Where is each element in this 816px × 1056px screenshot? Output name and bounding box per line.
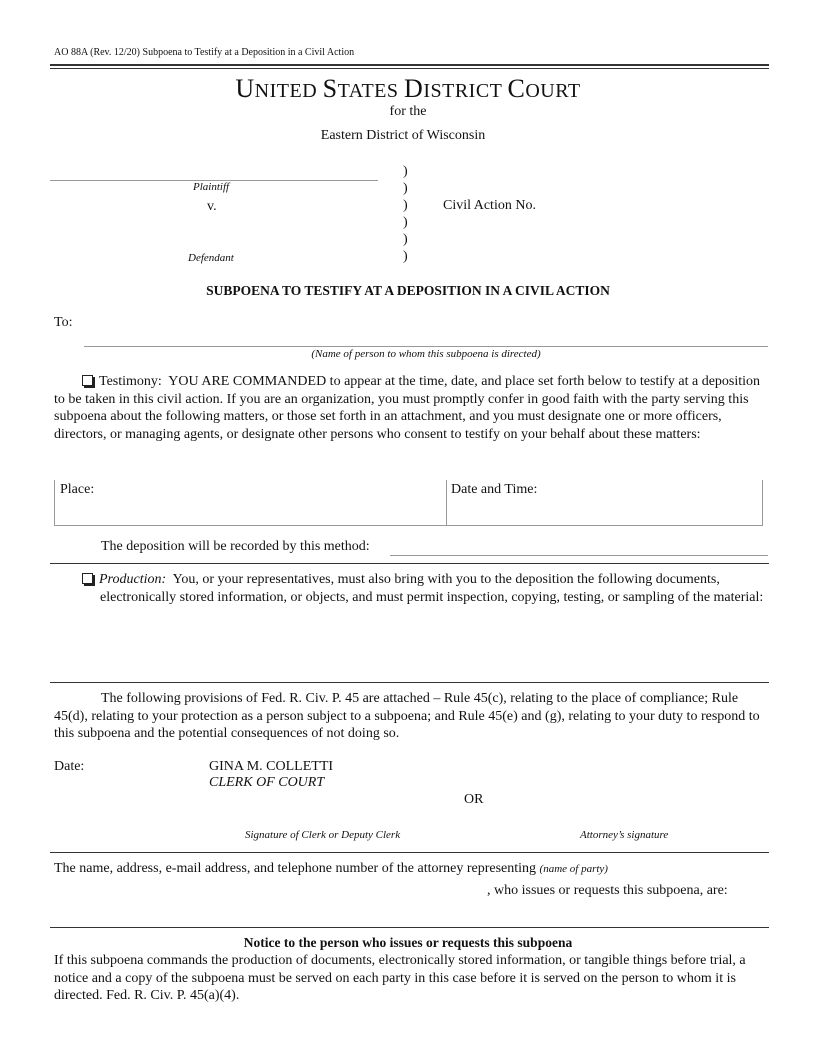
defendant-label: Defendant (188, 252, 234, 264)
caption-paren: ) (403, 164, 408, 179)
section-rule (50, 852, 769, 853)
subpoena-title: SUBPOENA TO TESTIFY AT A DEPOSITION IN A CIVIL ACTION (206, 283, 610, 298)
caption-paren: ) (403, 181, 408, 196)
for-the: for the (389, 104, 427, 119)
clerk-name: GINA M. COLLETTI (209, 759, 334, 774)
provisions-paragraph: The following provisions of Fed. R. Civ. P. 45 are attached – Rule 45(c), relating to the place of compliance; Rule 45(d), relating to your protection as a person subject to a subpoena; and Rule 45(e) and (g), relating to your duty to respond to this subpoena and the potential consequences of not doing so. (54, 691, 760, 741)
recording-method-label: The deposition will be recorded by this method: (101, 539, 370, 554)
form-number: AO 88A (Rev. 12/20) Subpoena to Testify at a Deposition in a Civil Action (54, 47, 355, 58)
attorney-info-text: The name, address, e-mail address, and telephone number of the attorney representing (name of party) (54, 861, 608, 876)
date-label: Date: (54, 759, 85, 774)
header-rule (50, 64, 769, 66)
to-label: To: (54, 315, 73, 330)
testimony-checkbox[interactable] (82, 375, 93, 386)
datetime-label: Date and Time: (451, 482, 538, 497)
recording-method-field[interactable] (390, 555, 768, 556)
production-checkbox[interactable] (82, 573, 93, 584)
place-label: Place: (60, 482, 95, 497)
header-rule-thin (50, 68, 769, 69)
or-label: OR (464, 792, 484, 807)
attorney-signature-label: Attorney’s signature (580, 829, 669, 841)
issues-requests-text: , who issues or requests this subpoena, are: (487, 883, 728, 898)
recipient-caption: (Name of person to whom this subpoena is directed) (311, 348, 541, 360)
caption-paren: ) (403, 215, 408, 230)
place-field[interactable] (56, 496, 445, 524)
testimony-paragraph: Testimony: YOU ARE COMMANDED to appear at the time, date, and place set forth below to testify at a deposition to be taken in this civil action. If you are an organization, you must promptly confer in good faith with the party serving this subpoena about the following matters, or those set forth in an attachment, and you must designate one or more officers, directors, or managing agents, or designate other persons who consent to testify on your behalf about these matters: (54, 374, 761, 442)
plaintiff-label: Plaintiff (193, 181, 230, 193)
recipient-name-field[interactable] (84, 346, 768, 347)
notice-title: Notice to the person who issues or requests this subpoena (243, 935, 573, 950)
caption-paren: ) (403, 249, 408, 264)
clerk-title: CLERK OF COURT (209, 775, 325, 790)
civil-action-label: Civil Action No. (443, 198, 536, 213)
district-name: Eastern District of Wisconsin (320, 128, 486, 143)
section-rule (50, 682, 769, 683)
caption-paren: ) (403, 232, 408, 247)
clerk-signature-label: Signature of Clerk or Deputy Clerk (245, 829, 401, 841)
caption-paren: ) (403, 198, 408, 213)
court-name: UNITED STATES DISTRICT COURT (235, 74, 581, 103)
notice-text: If this subpoena commands the production of documents, electronically stored information, or tangible things before trial, a notice and a copy of the subpoena must be served on each party in this case before it is served on the person to whom it is directed. Fed. R. Civ. P. 45(a)(4). (54, 953, 746, 1003)
datetime-field[interactable] (448, 496, 760, 524)
table-divider (446, 480, 447, 526)
production-paragraph: Production: You, or your representatives, must also bring with you to the deposition the following documents, electronically stored information, or objects, and must permit inspection, copying, testing, or sampling of the material: (82, 571, 785, 606)
section-rule (50, 563, 769, 564)
section-rule (50, 927, 769, 928)
versus-label: v. (207, 199, 217, 214)
